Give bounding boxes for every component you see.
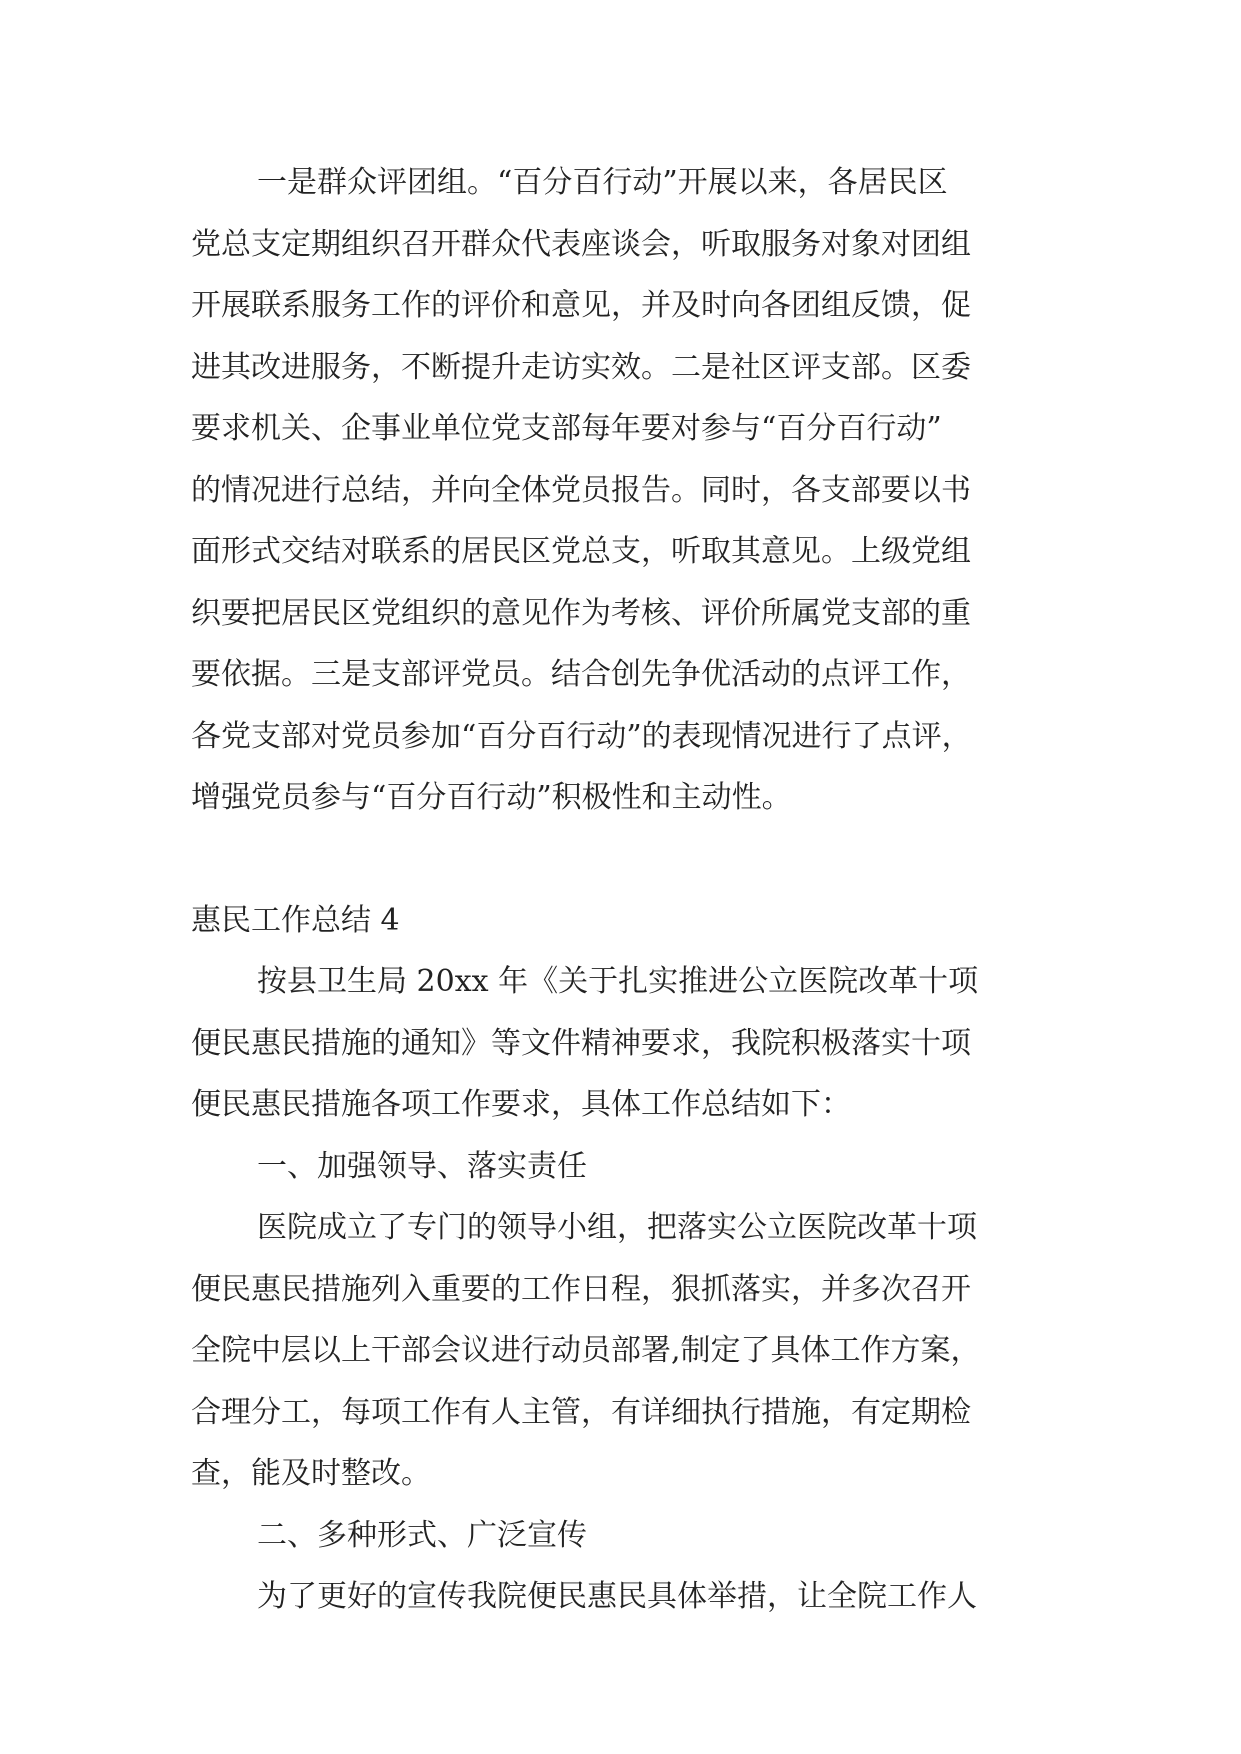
- document-body: [191, 152, 1071, 1628]
- section-title: 惠民工作总结 4: [191, 902, 400, 938]
- paragraph-evaluation: [191, 152, 1071, 829]
- paragraph-publicity: [191, 1566, 1071, 1628]
- paragraph-intro: [191, 951, 1071, 1136]
- text-line: 的情况进行总结，并向全体党员报告。同时，各支部要以书: [191, 472, 971, 508]
- paragraph-spacer: [191, 829, 1071, 890]
- paragraph-leadership: [191, 1197, 1071, 1505]
- text-line: 增强党员参与“百分百行动”积极性和主动性。: [191, 780, 792, 815]
- text-line: 开展联系服务工作的评价和意见，并及时向各团组反馈，促: [191, 288, 971, 323]
- text-line: 按县卫生局 20xx 年《关于扎实推进公立医院改革十项: [257, 964, 979, 999]
- text-line: 进其改进服务，不断提升走访实效。二是社区评支部。区委: [191, 349, 971, 385]
- text-line: 查，能及时整改。: [191, 1456, 431, 1491]
- text-line: 医院成立了专门的领导小组，把落实公立医院改革十项: [257, 1210, 977, 1245]
- text-line: 各党支部对党员参加“百分百行动”的表现情况进行了点评，: [191, 718, 972, 754]
- text-line: 合理分工，每项工作有人主管，有详细执行措施，有定期检: [191, 1394, 971, 1430]
- subheading-publicity: 二、多种形式、广泛宣传: [257, 1517, 587, 1553]
- text-line: 便民惠民措施的通知》等文件精神要求，我院积极落实十项: [191, 1025, 971, 1061]
- text-line: 要依据。三是支部评党员。结合创先争优活动的点评工作，: [191, 657, 971, 692]
- text-line: 便民惠民措施各项工作要求，具体工作总结如下：: [191, 1087, 851, 1122]
- text-line: 为了更好的宣传我院便民惠民具体举措，让全院工作人: [257, 1579, 977, 1614]
- text-line: 织要把居民区党组织的意见作为考核、评价所属党支部的重: [191, 595, 971, 631]
- text-line: 面形式交结对联系的居民区党总支，听取其意见。上级党组: [191, 534, 971, 569]
- text-line: 全院中层以上干部会议进行动员部署,制定了具体工作方案，: [191, 1333, 981, 1368]
- text-line: 党总支定期组织召开群众代表座谈会，听取服务对象对团组: [191, 226, 971, 262]
- text-line: 便民惠民措施列入重要的工作日程，狠抓落实，并多次召开: [191, 1271, 971, 1307]
- text-line: 一是群众评团组。“百分百行动”开展以来，各居民区: [257, 165, 948, 200]
- subheading-leadership: 一、加强领导、落实责任: [257, 1148, 587, 1184]
- text-line: 要求机关、企事业单位党支部每年要对参与“百分百行动”: [191, 411, 942, 446]
